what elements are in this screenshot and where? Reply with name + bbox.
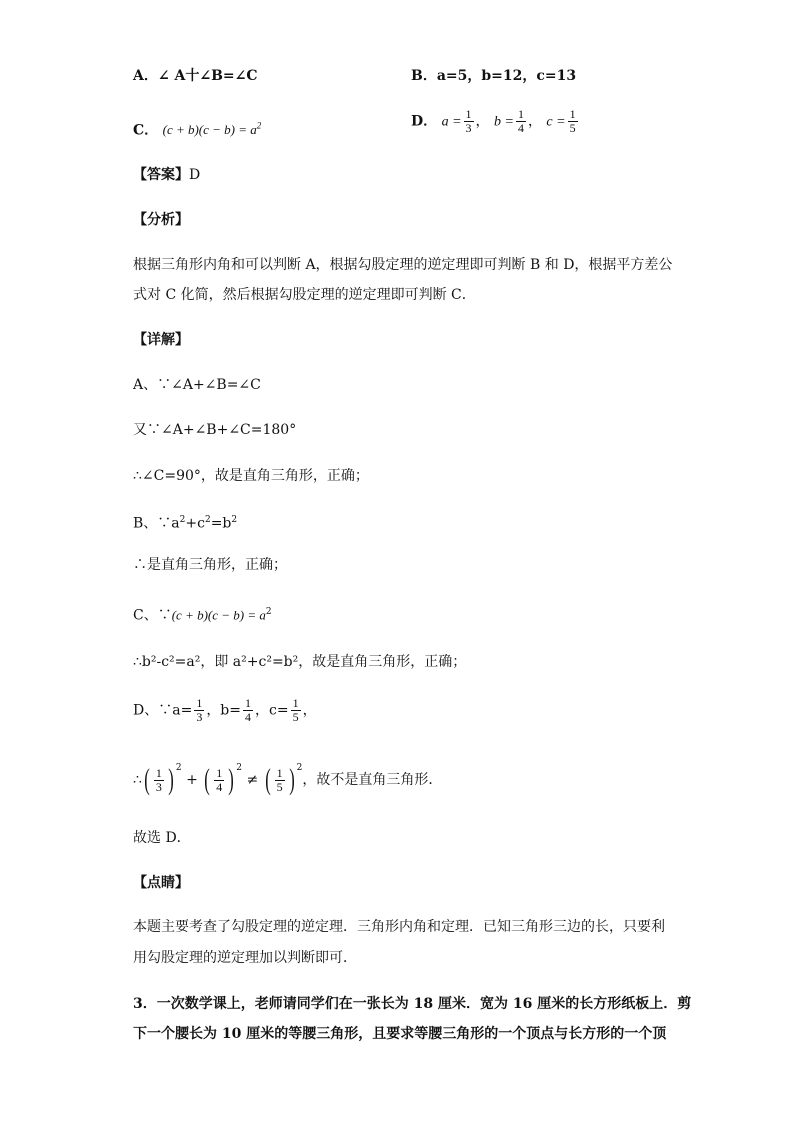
- square-exponent: 2: [175, 763, 182, 773]
- detail-d-b-fraction: [243, 697, 253, 724]
- option-d-c-lhs: c =: [546, 114, 566, 130]
- fraction-denominator: 3: [155, 779, 162, 794]
- option-c-expression: [163, 122, 262, 137]
- question-3-line-1: 3．一次数学课上，老师请同学们在一张长为 18 厘米．宽为 16 厘米的长方形纸板上．剪: [133, 996, 692, 1012]
- fraction-numerator: 1: [292, 696, 299, 710]
- detail-b-1-post: =b: [210, 515, 232, 532]
- option-d-b-fraction: [516, 108, 526, 135]
- detail-d-2-frac-3: [275, 767, 285, 794]
- detail-d-2-post: ，故不是直角三角形．: [302, 772, 443, 788]
- analysis-line-1: 根据三角形内角和可以判断 A，根据勾股定理的逆定理即可判断 B 和 D，根据平方差公: [133, 257, 673, 273]
- analysis-line-2: 式对 C 化简，然后根据勾股定理的逆定理即可判断 C．: [133, 287, 476, 303]
- option-d-b-lhs: b =: [494, 114, 514, 130]
- fraction-numerator: 1: [155, 765, 162, 780]
- paren-close: ): [288, 763, 295, 796]
- not-equal-symbol: ≠: [246, 772, 259, 788]
- square-exponent: 2: [179, 515, 186, 525]
- fraction-denominator: 5: [276, 779, 283, 794]
- fraction-numerator: 1: [465, 107, 472, 121]
- option-d-letter: D．: [411, 113, 438, 130]
- option-d-a-fraction: [464, 108, 474, 135]
- paren-open: (: [264, 763, 271, 796]
- detail-b-2: ∴是直角三角形，正确；: [133, 557, 287, 573]
- plus-symbol: +: [186, 772, 198, 788]
- detail-d-1-pre: D、∵a=: [133, 702, 193, 719]
- detail-label: 【详解】: [133, 332, 189, 348]
- option-c-exponent: 2: [256, 121, 262, 131]
- therefore-symbol: ∴: [133, 772, 142, 788]
- option-b-text: a=5，b=12，c=13: [436, 68, 577, 84]
- fraction-numerator: 1: [276, 765, 283, 780]
- answer-line: [133, 165, 200, 185]
- conclusion: 故选 D．: [133, 830, 191, 846]
- option-a-letter: A．: [133, 68, 158, 84]
- detail-d-1-b: ，b=: [206, 702, 242, 719]
- fraction-numerator: 1: [245, 696, 252, 710]
- option-d-a-lhs: a =: [441, 114, 462, 130]
- detail-d-c-fraction: [291, 697, 301, 724]
- paren-close: ): [168, 763, 174, 796]
- detail-d-2-frac-1: [154, 767, 164, 794]
- detail-b-1: [133, 510, 237, 534]
- option-b-letter: B．: [411, 68, 437, 84]
- analysis-label: 【分析】: [133, 212, 189, 228]
- detail-d-a-fraction: [194, 697, 204, 724]
- option-a-text: ∠ A十∠B=∠C: [157, 68, 258, 84]
- detail-c-1-expr: (c + b)(c − b) = a: [171, 607, 266, 623]
- detail-d-2: [133, 758, 442, 795]
- detail-b-1-mid: +c: [185, 515, 205, 532]
- fraction-denominator: 3: [465, 121, 472, 135]
- detail-a-1: A、∵∠A+∠B=∠C: [133, 377, 261, 393]
- fraction-numerator: 1: [216, 765, 223, 780]
- fraction-numerator: 1: [196, 696, 203, 710]
- option-d: [411, 108, 580, 135]
- detail-d-1-end: ，: [302, 702, 317, 719]
- fraction-denominator: 5: [292, 710, 299, 724]
- separator: ，: [475, 113, 490, 130]
- option-c-expr: (c + b)(c − b) = a: [162, 122, 257, 138]
- paren-close: ): [228, 763, 235, 796]
- detail-d-1-c: ，c=: [255, 702, 289, 719]
- option-d-c-fraction: [568, 108, 578, 135]
- square-exponent: 2: [236, 763, 243, 773]
- option-c: [133, 116, 261, 140]
- fraction-denominator: 4: [245, 710, 252, 724]
- paren-open: (: [204, 763, 211, 796]
- separator: ，: [527, 113, 542, 130]
- comment-line-1: 本题主要考查了勾股定理的逆定理．三角形内角和定理．已知三角形三边的长，只要利: [133, 919, 665, 935]
- square-exponent: 2: [296, 763, 303, 773]
- square-exponent: 2: [265, 607, 272, 617]
- detail-d-1: [133, 697, 317, 724]
- fraction-numerator: 1: [517, 107, 524, 121]
- detail-c-1: [133, 602, 272, 626]
- fraction-denominator: 5: [569, 121, 576, 135]
- answer-label: 【答案】: [133, 167, 189, 183]
- fraction-numerator: 1: [569, 107, 576, 121]
- fraction-denominator: 3: [196, 710, 203, 724]
- detail-a-2: 又∵∠A+∠B+∠C=180°: [133, 422, 297, 438]
- fraction-denominator: 4: [517, 121, 524, 135]
- question-3-line-2: 下一个腰长为 10 厘米的等腰三角形，且要求等腰三角形的一个顶点与长方形的一个顶: [133, 1026, 667, 1042]
- square-exponent: 2: [204, 515, 211, 525]
- fraction-denominator: 4: [216, 779, 223, 794]
- answer-value: D: [189, 167, 201, 183]
- detail-b-1-pre: B、∵a: [133, 515, 180, 532]
- paren-open: (: [144, 763, 150, 796]
- comment-line-2: 用勾股定理的逆定理加以判断即可．: [133, 950, 357, 966]
- square-exponent: 2: [231, 515, 238, 525]
- comment-label: 【点睛】: [133, 875, 189, 891]
- option-b: [411, 66, 576, 86]
- option-a: [133, 66, 258, 86]
- detail-d-2-frac-2: [214, 767, 224, 794]
- option-c-letter: C．: [133, 122, 159, 139]
- detail-a-3: ∴∠C=90°，故是直角三角形，正确；: [133, 468, 369, 484]
- detail-c-2: ∴b²-c²=a²，即 a²+c²=b²，故是直角三角形，正确；: [133, 654, 467, 670]
- detail-c-1-pre: C、∵: [133, 607, 172, 624]
